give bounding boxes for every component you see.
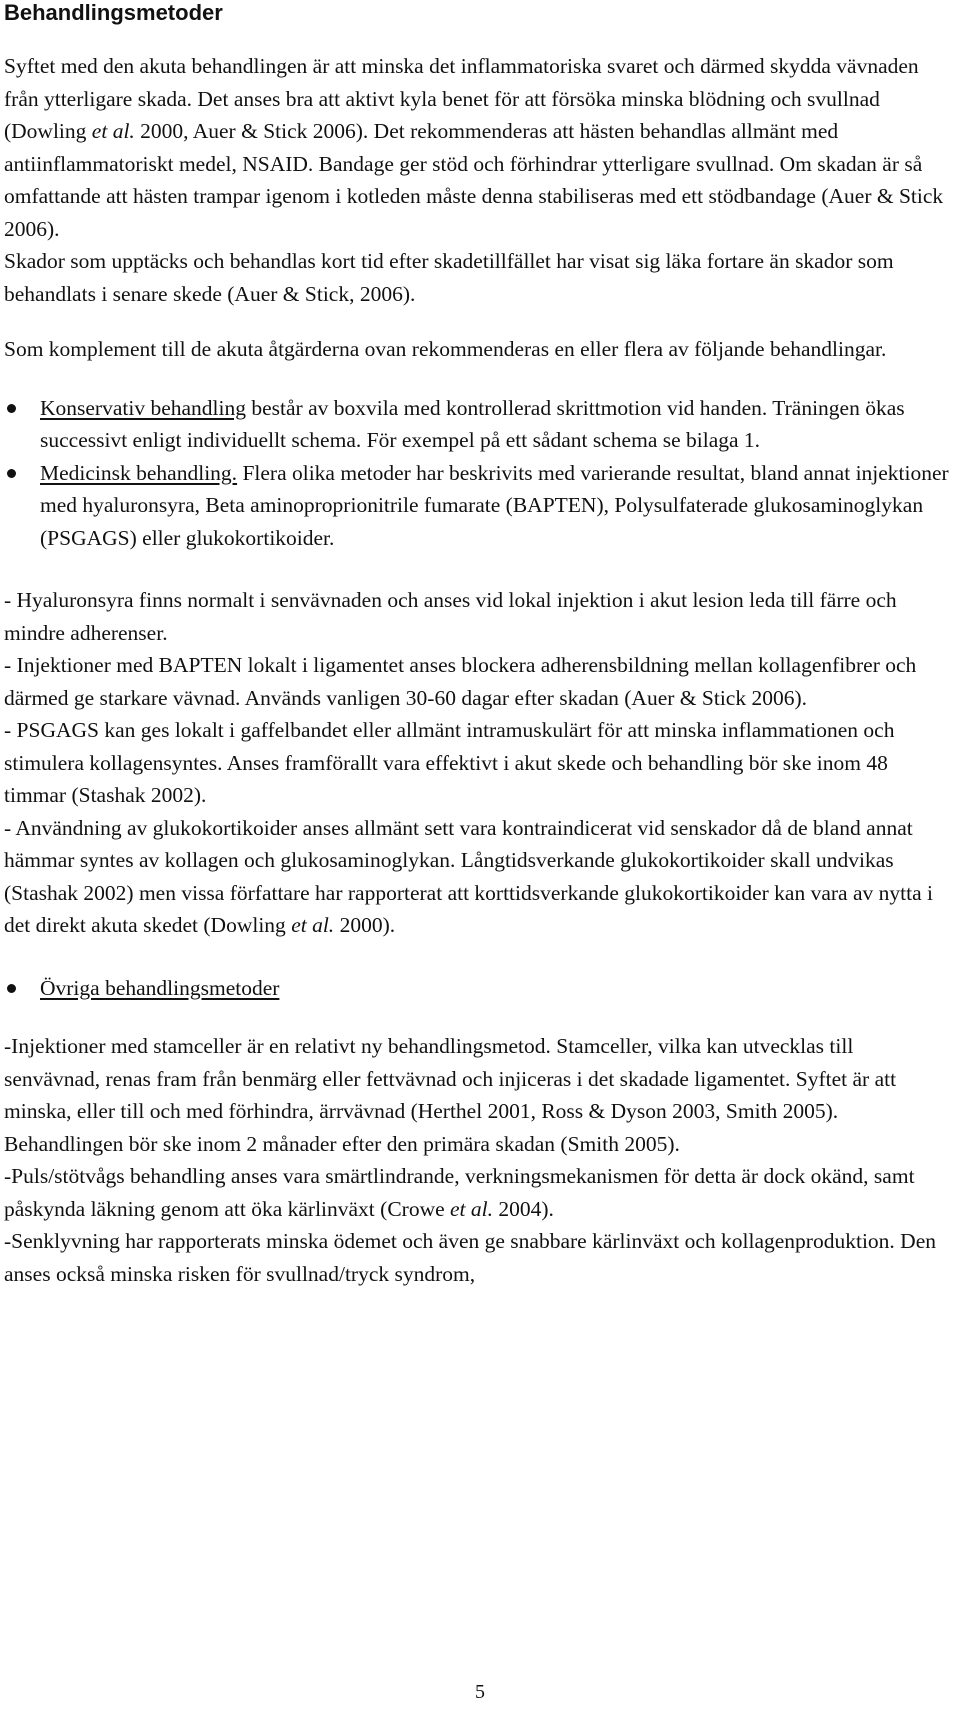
bullet-icon bbox=[7, 984, 16, 993]
bullet-icon bbox=[7, 404, 16, 413]
gluco-text: - Användning av glukokortikoider anses allmänt sett vara kontraindicerat vid senskador då de bland annat hämmar syntes av kollagen och glukosaminoglykan. Långtidsverkande glukokortikoider skall undvikas (Stashak 2002) men vissa författare har rapporterat att korttidsverkande glukokortikoider kan vara av nytta i det direkt akuta skedet (Dowling bbox=[4, 815, 933, 937]
shock-text-end: 2004). bbox=[493, 1196, 554, 1221]
intro-text-end: 2000, Auer & Stick 2006). Det rekommenderas att hästen behandlas allmänt med antiinflammatoriskt medel, NSAID. Bandage ger stöd och förhindrar ytterligare svullnad. Om skadan är så omfattande att hästen trampar igenom i kotleden måste denna stabiliseras med ett stödbandage (Auer & Stick 2006). bbox=[4, 119, 944, 241]
tendon-splitting-paragraph: -Senklyvning har rapporterats minska ödemet och även ge snabbare kärlinväxt och kollagenproduktion. Den anses också minska risken för svullnad/tryck syndrom, bbox=[4, 1229, 936, 1286]
bapten-paragraph: - Injektioner med BAPTEN lokalt i ligamentet anses blockera adherensbildning mellan kollagenfibrer och därmed ge starkare vävnad. Används vanligen 30-60 dagar efter skadan (Auer & Stick 2006). bbox=[4, 653, 917, 710]
stem-cell-paragraph: -Injektioner med stamceller är en relativt ny behandlingsmetod. Stamceller, vilka kan utvecklas till senvävnad, renas fram från benmärg eller fettvävnad och injiceras i det skadade ligamentet. Syftet är att minska, eller till och med förhindra, ärrvävnad (Herthel 2001, Ross & Dyson 2003, Smith 2005). Behandlingen bör ske inom 2 månader efter den primära skadan (Smith 2005). bbox=[4, 1034, 897, 1156]
shock-text: -Puls/stötvågs behandling anses vara smärtlindrande, verkningsmekanismen för detta är dock okänd, samt påskynda läkning genom att öka kärlinväxt (Crowe bbox=[4, 1164, 915, 1221]
complement-paragraph: Som komplement till de akuta åtgärderna ovan rekommenderas en eller flera av följande behandlingar. bbox=[4, 337, 887, 361]
psgags-paragraph: - PSGAGS kan ges lokalt i gaffelbandet eller allmänt intramuskulärt för att minska inflammationen och stimulera kollagensyntes. Anses framförallt vara effektivt i akut skede och behandling bör ske inom 48 timmar (Stashak 2002). bbox=[4, 718, 895, 807]
conservative-text: består av boxvila med kontrollerad skrittmotion vid handen. Träningen ökas successivt enligt individuellt schema. För exempel på ett sådant schema se bilaga 1. bbox=[40, 395, 905, 452]
treatment-list bbox=[4, 392, 954, 555]
intro-et-al: et al. bbox=[91, 119, 135, 143]
glucocorticoid-paragraph bbox=[4, 812, 954, 942]
list-item-medical bbox=[4, 457, 954, 555]
page-number: 5 bbox=[475, 1681, 485, 1703]
medical-text: Flera olika metoder har beskrivits med varierande resultat, bland annat injektioner med hyaluronsyra, Beta aminoproprionitrile fumarate (BAPTEN), Polysulfaterade glukosaminoglykan (PSGAGS) eller glukokortikoider. bbox=[40, 460, 949, 550]
hyaluron-paragraph: - Hyaluronsyra finns normalt i senvävnaden och anses vid lokal injektion i akut lesion leda till färre och mindre adherenser. bbox=[4, 588, 897, 645]
bullet-icon bbox=[7, 469, 16, 478]
other-methods-list bbox=[4, 972, 954, 1005]
section-heading: Behandlingsmetoder bbox=[4, 0, 223, 25]
early-treatment-paragraph: Skador som upptäcks och behandlas kort tid efter skadetillfället har visat sig läka fortare än skador som behandlats i senare skede (Auer & Stick, 2006). bbox=[4, 249, 894, 306]
intro-text: Syftet med den akuta behandlingen är att minska det inflammatoriska svaret och därmed skydda vävnaden från ytterligare skada. Det anses bra att aktivt kyla benet för att försöka minska blödning och svullnad (Dowling bbox=[4, 54, 919, 143]
shock-et-al: et al. bbox=[450, 1196, 494, 1221]
other-methods-title: Övriga behandlingsmetoder bbox=[40, 975, 280, 1000]
medical-title: Medicinsk behandling. bbox=[40, 460, 238, 485]
shockwave-paragraph bbox=[4, 1160, 954, 1225]
conservative-title: Konservativ behandling bbox=[40, 395, 246, 420]
list-item-conservative bbox=[4, 392, 954, 457]
gluco-et-al: et al. bbox=[291, 913, 335, 937]
intro-paragraph bbox=[4, 50, 954, 245]
list-item-other-methods bbox=[4, 972, 954, 1005]
gluco-text-end: 2000). bbox=[334, 913, 396, 937]
